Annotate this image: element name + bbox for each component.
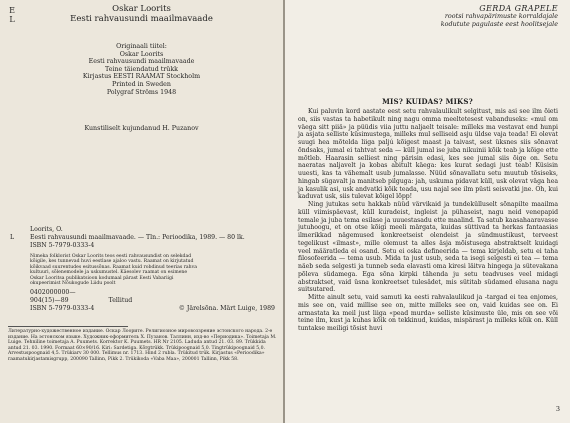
body-paragraph: Mitte ainult setu, vaid samuti ka eesti rahvalaulikud ja -targad ei tea enjomes, mis see on, vaid millise see on, mitte milleks see on, vaid kuidas see on. Ei armastata ka meil just liiga «pead murda» selliste küsimuste üle, mis on see või teine ilm, kust ja kuhas kõik on tekkinud, kuidas, mispärast ja milleks kõik on. Küll tuntakse meiligi tõsist huvi bbox=[298, 294, 558, 332]
printer-info: Литературно-художественное издание. Оскар Лоорите. Религиозное мировоззрение эстонского народа. 2-е издание. На эстонском языке. Художник-оформитель Х. Пузанов. Таллинн, изд-во «Периодика». Toimetaja M. Luige. Tehniline toimetaja A. Puumets. Korrektor K. Puumets. HR Nr 2105. Laduda antud 21. 03. 89. Trükkida antud 21. 03. 1990. Formaat 60×90/16. Kiri: Sardetiga. Kõrgtrükk. Trükipoognaid 5,0. Tingtrükipoognaid 5,0. Arvestuspoognaid 4,5. Trükiarv 30 000. Tellimus nr. 1713. Hind 2 rubla. Trükitud trük. Kirjastus «Perioodika» raamatukirjastamisgrupp, 200090 Tallinn, Pikk 2. Trükikoda «Vaba Maa», 200001 Tallinn, Pikk 58. bbox=[8, 329, 277, 362]
catalog-code: 904(15)—89 bbox=[30, 297, 69, 305]
original-title-line: Kirjastus EESTI RAAMAT Stockholm bbox=[82, 73, 201, 81]
epigraph bbox=[358, 4, 558, 28]
right-page-text bbox=[285, 0, 570, 423]
catalog-heading: Loorits, O. bbox=[30, 226, 63, 233]
corner-letter-e: E bbox=[9, 6, 15, 15]
imprint-title: Eesti rahvausundi maailmavaade bbox=[70, 14, 213, 24]
original-title-line: Printed in Sweden bbox=[112, 80, 171, 88]
original-title-line: Oskar Loorits bbox=[119, 50, 164, 58]
original-title-line: Polygraf Ströms 1948 bbox=[106, 88, 177, 96]
catalog-isbn-bottom: ISBN 5-7979-0333-4 bbox=[30, 305, 95, 313]
catalog-card bbox=[10, 226, 275, 313]
body-paragraph: Kui paluvin kord aastate eest setu rahvalaulikult selgitust, mis asi see ilm õieti on, siis vastas ta habetikult ning nagu omma meeltetesest vabanduseks: «mul om väega sitt piiä» ja püüdis viia juttu naljaelt teisale: milleks ma vestavat end hunpi ja asjata selliste küsimustega, milleks mul selliseid asju üldse vaja teada! Ei olevat suugi hea mõtelda liiga paljú kõigest maast ja taivast, sest üksnes siis sõnavat õndsaks, jumal ei tahtvat seda — küll jumal ise juba nikuinii kõik teab ja kõige ette mõtleb. Haarasin selliest ning pärisin edasi, kes see jumal siis õige on. Setu naeratas naljavelt ja kobas abitult käega: kes kurat sedagi just teab! Küsisin uuesti, kas ta vähemalt usub jumalasse. Nüüd sõnavallatu setu muutub tõsiseks, hingab sügavalt ja manitseb pilguga: jah, uskuma pidavat küll, usk olevat väga hea ja kasulik asi, usk andvatki kõik teada, usu najal see ilm püsti seisvatki jne. Oh, kui kaduvat usk, siis tulevat kõigel lõpp! bbox=[298, 108, 558, 201]
catalog-entry: Eesti rahvausundi maailmavaade. — Tln.: Perioodika, 1989. — 80 lk. bbox=[30, 234, 245, 241]
left-page-imprint bbox=[0, 0, 283, 423]
imprint-header bbox=[0, 4, 283, 24]
cover-artist-credit: Kunstiliselt kujundanud H. Puzanov bbox=[84, 125, 199, 132]
copyright-note: © Järelsõna. Märt Luige, 1989 bbox=[178, 305, 275, 313]
page-number: 3 bbox=[555, 405, 560, 413]
catalog-letter: L bbox=[10, 234, 15, 241]
catalog-code: 0402000000— bbox=[30, 289, 76, 297]
catalog-code-row bbox=[10, 297, 275, 305]
catalog-entry-row bbox=[10, 234, 275, 242]
epigraph-author: GERDA GRAPELE bbox=[479, 4, 558, 13]
imprint-divider bbox=[8, 326, 128, 327]
catalog-summary: Nimeka folklorist Oskar Loorits teos eesti rahvausundist on selekdad kõigile, kes tunnevad huvi eestlase ajaloo vastu. Raamat on kirjutatud kõikvaad suurentudes esitussõnas. Raamat kuid robdinud teerias rahva kultuuri, sõlenemodele ja uskumustel. Käesolev raamat on esimene Oskar Looritsa publikatsioon kodumaal pärast Eesti Vabariigi okupeerimist Nõukogude Liidu poolt bbox=[30, 254, 197, 287]
epigraph-line: rootsi rahvapärimuste korraldajale bbox=[444, 12, 558, 20]
body-paragraph: Ning jutukas setu hakkab nüüd värvikaid ja tundekülluselt sõnapilte maailma küll viimispäevast, küll kuradeist, ingleist ja pühaseist, nagu neid venepapid temale ja juba tema esilase ja uuuestasadu ette maalind. Ta satub kaasahaaravasse jutuhoogu, et on otse kõigi meeli märgata, kuidas süttivad ta herkas fantaasias ilmerikkad nägemused konkreetseist olendeist ja sündmustikust, terveest tegelikust «ilmast», mille olemust ta alles äsja mõistusega abstraktselt kuidagi veel määratleda ei osand. Setu ei oska defineerida — tema kirjeldab, setu ei taha filosofeerida — tema usub. Mida ta just usub, seda ta isegi selgesti ei tea — tema näeb seda selgesti ja tunneb seda elavasti oma kiresi läitva hingega ja sütevakana põleva südamega. Ega sõna kirpki tähenda ju setu teadvuses veel midagi abstraktset, vaid üsna konkreetset tulesädet, mis sütitab südamed elusana nagu suitsutared. bbox=[298, 201, 558, 294]
original-title-block bbox=[0, 43, 283, 96]
catalog-isbn: ISBN 5-7979-0333-4 bbox=[30, 242, 95, 249]
catalog-footer-row bbox=[10, 305, 275, 313]
body-text bbox=[298, 108, 558, 333]
original-title-line: Originaali tiitel: bbox=[116, 43, 167, 50]
original-title-line: Eesti rahvausundi maailmavaade bbox=[88, 58, 195, 66]
section-title: MIS? KUIDAS? MIKS? bbox=[382, 97, 473, 106]
corner-letter-l: L bbox=[9, 15, 15, 24]
epigraph-line: kodutute pagulaste eest hoolitsejale bbox=[440, 19, 558, 28]
original-title-line: Teine täiendatud trükk bbox=[105, 65, 178, 73]
catalog-tellitud: Tellitud bbox=[108, 297, 133, 305]
imprint-author: Oskar Loorits bbox=[112, 4, 171, 14]
